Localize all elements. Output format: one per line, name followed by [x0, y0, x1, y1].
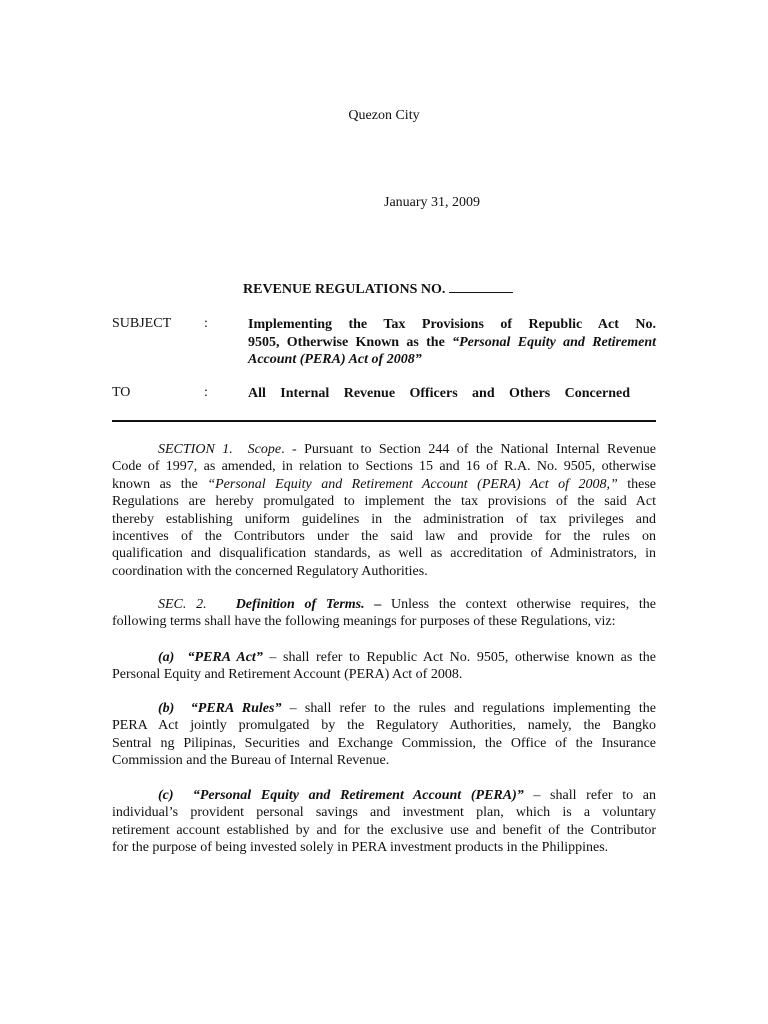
regulation-title-text: REVENUE REGULATIONS NO.	[243, 282, 446, 297]
regulation-title	[243, 281, 513, 298]
subject-line-1: Implementing the Tax Provisions of Republic Act No.	[248, 317, 656, 332]
subject-label: SUBJECT	[112, 316, 172, 331]
header-divider	[112, 420, 656, 422]
definition-a-term: “PERA Act”	[187, 650, 263, 665]
subject-line-2	[248, 334, 656, 352]
section-1	[112, 441, 656, 580]
section-2-line: following terms shall have the following meanings for purposes of these Regulations, viz:	[112, 614, 616, 630]
section-2	[112, 596, 656, 631]
definition-c-line	[112, 787, 656, 804]
section-1-line: thereby establishing uniform guidelines in the administration of tax privileges and	[112, 511, 656, 527]
section-2-heading: SEC. 2.	[158, 597, 207, 612]
section-1-line: Regulations are hereby promulgated to implement the tax provisions of the said Act	[112, 494, 656, 510]
section-1-subheading: Scope	[247, 442, 282, 457]
section-1-line	[112, 441, 656, 458]
definition-a-line: Personal Equity and Retirement Account (PERA) Act of 2008.	[112, 667, 463, 683]
subject-line-2-text: 9505, Otherwise Known as the	[248, 334, 453, 350]
definition-c	[112, 787, 656, 857]
section-1-line: incentives of the Contributors under the said law and provide for the rules on	[112, 528, 656, 544]
definition-c-term: “Personal Equity and Retirement Account (PERA)”	[192, 788, 524, 803]
definition-a-label: (a)	[158, 650, 175, 665]
definition-a-text: – shall refer to Republic Act No. 9505, otherwise known as the	[262, 650, 657, 665]
section-2-line	[112, 596, 656, 613]
section-1-text: . - Pursuant to Section 244 of the National Internal Revenue	[281, 442, 657, 457]
definition-b-line: Commission and the Bureau of Internal Revenue.	[112, 753, 390, 769]
definition-c-line: for the purpose of being invested solely in PERA investment products in the Philippines.	[112, 840, 609, 856]
to-colon: :	[204, 385, 208, 400]
act-title: “Personal Equity and Retirement Account (PERA) Act of 2008,”	[207, 476, 618, 492]
subject-colon: :	[204, 316, 208, 331]
subject-line-3: Account (PERA) Act of 2008”	[248, 352, 422, 367]
definition-a-line	[112, 649, 656, 666]
definition-b-text: – shall refer to the rules and regulations implementing the	[281, 701, 656, 716]
section-2-subheading: Definition of Terms.	[235, 597, 365, 612]
definition-c-line: individual’s provident personal savings and investment plan, which is a voluntary	[112, 805, 656, 821]
subject-line-2-italic: “Personal Equity and Retirement	[452, 334, 656, 350]
to-text: All Internal Revenue Officers and Others Concerned	[248, 386, 630, 401]
to-label: TO	[112, 385, 131, 400]
document-date: January 31, 2009	[384, 195, 481, 210]
subject-text	[248, 316, 656, 369]
section-1-line	[112, 476, 656, 493]
section-2-dash: –	[364, 597, 392, 612]
definition-c-line: retirement account established by and for the exclusive use and benefit of the Contributor	[112, 822, 656, 838]
definition-b-term: “PERA Rules”	[190, 701, 282, 716]
definition-c-text: – shall refer to an	[523, 788, 656, 803]
section-1-text: known as the	[112, 476, 208, 492]
section-2-text: Unless the context otherwise requires, the	[391, 597, 657, 612]
section-1-heading: SECTION 1.	[158, 442, 233, 457]
definition-b-label: (b)	[158, 701, 175, 716]
definition-c-label: (c)	[158, 788, 174, 803]
definition-b-line: PERA Act jointly promulgated by the Regulatory Authorities, namely, the Bangko	[112, 718, 656, 734]
section-1-line: qualification and disqualification standards, as well as accreditation of Administrators, in	[112, 546, 656, 562]
definition-b-line	[112, 700, 656, 717]
section-1-text: these	[617, 476, 657, 492]
definition-b	[112, 700, 656, 770]
section-1-line: Code of 1997, as amended, in relation to Sections 15 and 16 of R.A. No. 9505, otherwise	[112, 459, 656, 475]
definition-a	[112, 649, 656, 684]
section-1-line: coordination with the concerned Regulatory Authorities.	[112, 563, 428, 579]
regulation-number-blank	[449, 281, 513, 293]
definition-b-line: Sentral ng Pilipinas, Securities and Exchange Commission, the Office of the Insurance	[112, 735, 656, 751]
city-line: Quezon City	[348, 108, 420, 123]
